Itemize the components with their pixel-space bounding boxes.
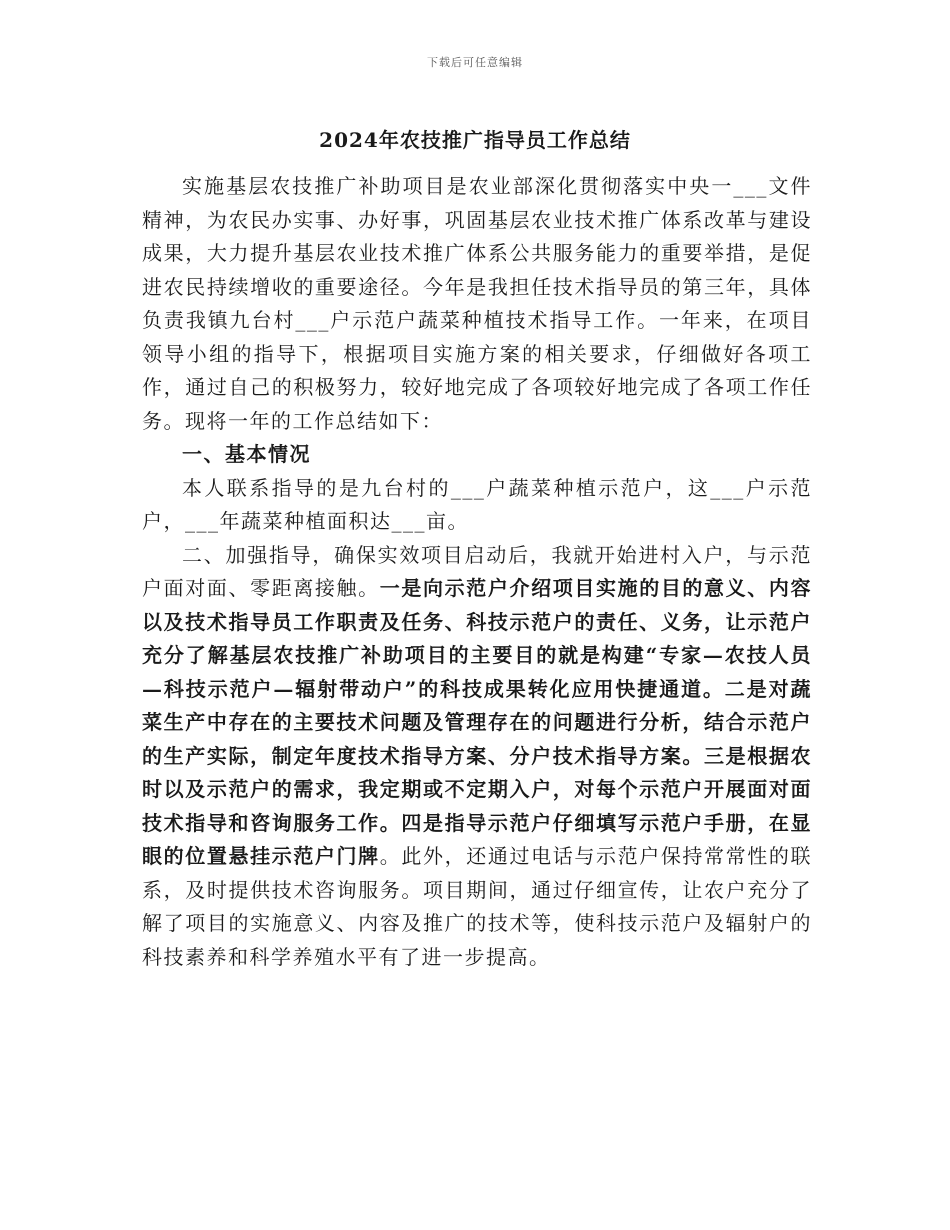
document-title: 2024年农技推广指导员工作总结 [319, 128, 631, 152]
document-body [142, 170, 812, 974]
section1-paragraph: 本人联系指导的是九台村的___户蔬菜种植示范户，这___户示范户，___年蔬菜种植面积达___亩。 [142, 475, 812, 533]
section2-tail-text: 。此外，还通过电话与示范户保持常常性的联系，及时提供技术咨询服务。项目期间，通过仔细宣传，让农户充分了解了项目的实施意义、内容及推广的技术等，使科技示范户及辐射户的科技素养和科学养殖水平有了进一步提高。 [142, 844, 813, 969]
header-note: 下载后可任意编辑 [427, 56, 523, 69]
section2-paragraph [142, 539, 812, 975]
section2-lead-text: 二、加强指导，确保实效项目启动后，我就开始进村入户，与示范户面对面、零距离接触。 [142, 542, 812, 600]
section-heading-basic-situation: 一、基本情况 [182, 442, 311, 466]
intro-paragraph: 实施基层农技推广补助项目是农业部深化贯彻落实中央一___文件精神，为农民办实事、办好事，巩固基层农业技术推广体系改革与建设成果，大力提升基层农业技术推广体系公共服务能力的重要举措，是促进农民持续增收的重要途径。今年是我担任技术指导员的第三年，具体负责我镇九台村___户示范户蔬菜种植技术指导工作。一年来，在项目领导小组的指导下，根据项目实施方案的相关要求，仔细做好各项工作，通过自己的积极努力，较好地完成了各项较好地完成了各项工作任务。现将一年的工作总结如下： [142, 174, 812, 433]
section2-bold-text: 一是向示范户介绍项目实施的目的意义、内容以及技术指导员工作职责及任务、科技示范户的责任、义务，让示范户充分了解基层农技推广补助项目的主要目的就是构建“专家—农技人员—科技示范户—辐射带动户”的科技成果转化应用快捷通道。二是对蔬菜生产中存在的主要技术问题及管理存在的问题进行分析，结合示范户的生产实际，制定年度技术指导方案、分户技术指导方案。三是根据农时以及示范户的需求，我定期或不定期入户，对每个示范户开展面对面技术指导和咨询服务工作。四是指导示范户仔细填写示范户手册，在显眼的位置悬挂示范户门牌 [142, 576, 813, 868]
